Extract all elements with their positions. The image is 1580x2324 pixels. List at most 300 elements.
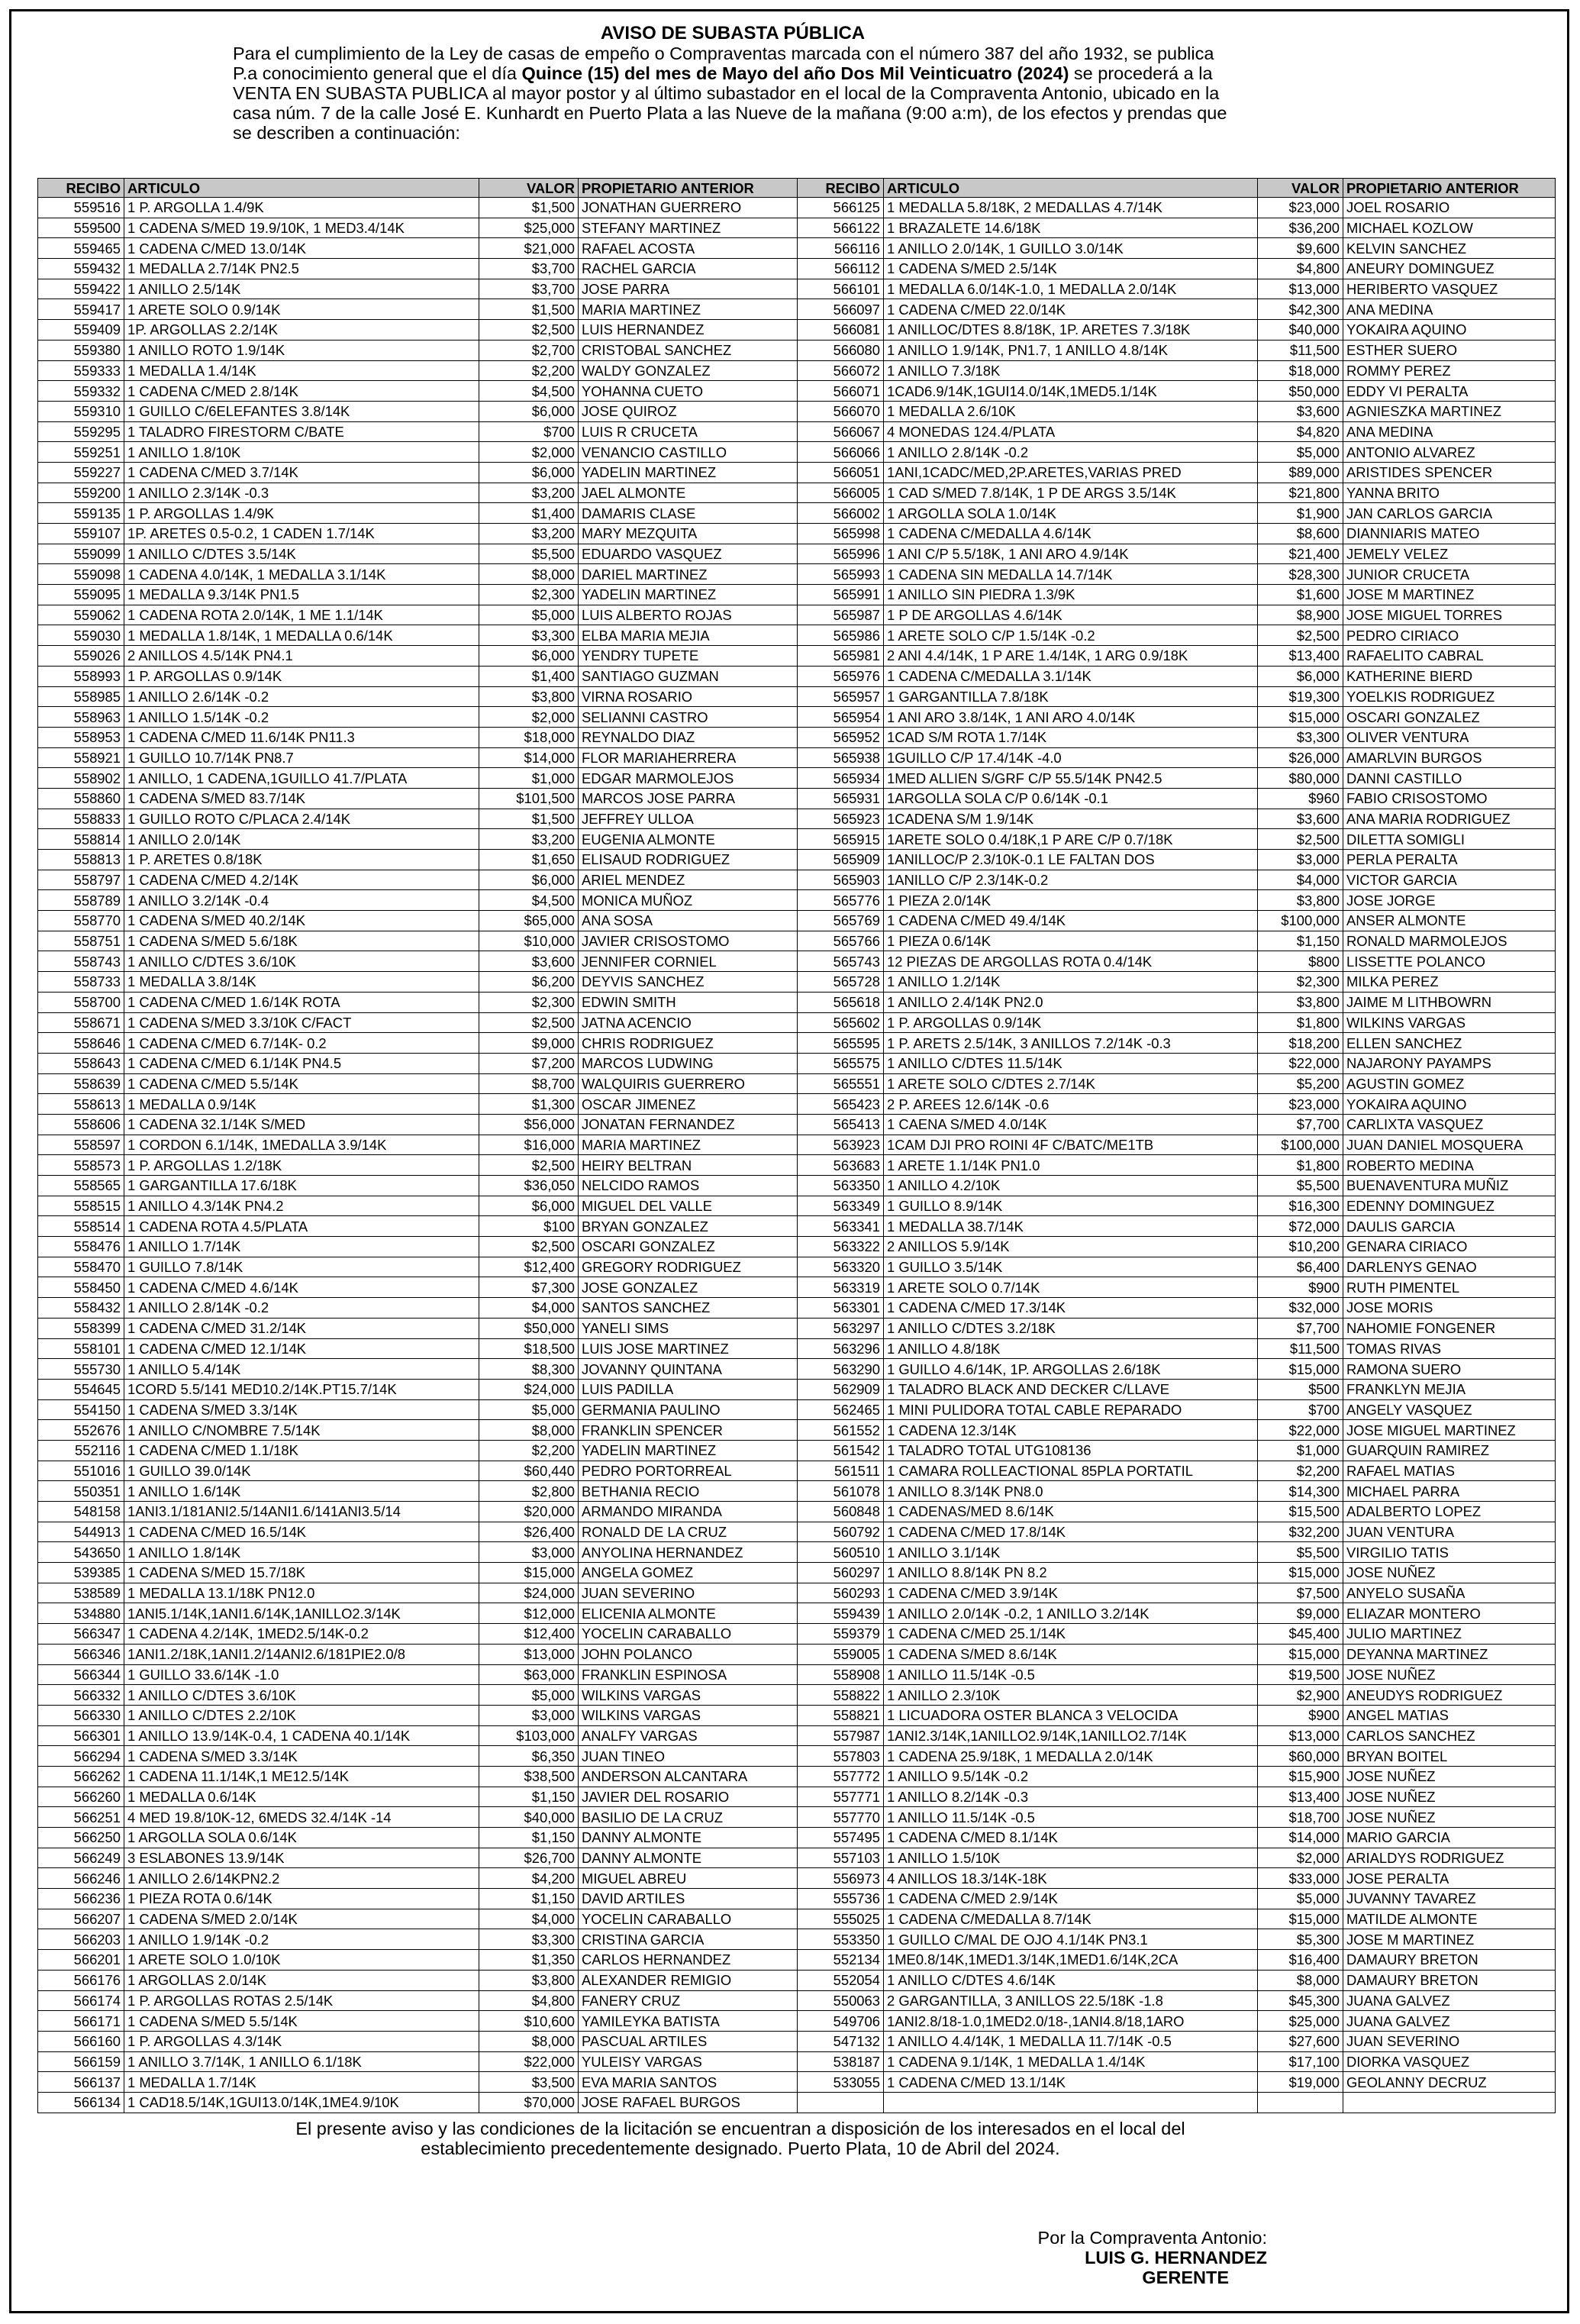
valor-cell: $1,350 [479,1950,579,1971]
recibo-cell: 559439 [798,1603,884,1624]
valor-cell: $900 [1258,1277,1343,1298]
recibo-cell: 559379 [798,1624,884,1645]
articulo-cell: 1 MEDALLA 6.0/14K-1.0, 1 MEDALLA 2.0/14K [884,279,1258,299]
propietario-cell: ANGELA GOMEZ [579,1563,798,1583]
articulo-cell: 1 CADENA C/MED 13.1/14K [884,2072,1258,2093]
recibo-cell: 559095 [38,585,124,605]
recibo-cell: 563301 [798,1298,884,1319]
recibo-cell: 558470 [38,1257,124,1277]
articulo-cell: 1 CADENA 12.3/14K [884,1420,1258,1441]
articulo-cell: 1 MEDALLA 1.7/14K [124,2072,479,2093]
articulo-cell: 1 GUILLO 33.6/14K -1.0 [124,1664,479,1685]
propietario-cell: ANA SOSA [579,911,798,931]
propietario-cell: BASILIO DE LA CRUZ [579,1807,798,1828]
table-row [798,1073,1556,1094]
propietario-cell: ELISAUD RODRIGUEZ [579,850,798,870]
signature-name: LUIS G. HERNANDEZ [1085,2248,1267,2268]
propietario-cell: YOKAIRA AQUINO [1343,320,1556,341]
table-row [798,1624,1556,1645]
propietario-cell: ANYELO SUSAÑA [1343,1583,1556,1603]
recibo-cell: 558639 [38,1073,124,1094]
table-row [798,1298,1556,1319]
recibo-cell: 565423 [798,1094,884,1115]
propietario-cell: JAIME M LITHBOWRN [1343,992,1556,1012]
recibo-cell: 561078 [798,1481,884,1502]
table-row [798,421,1556,442]
articulo-cell: 1 CADENA C/MED 17.3/14K [884,1298,1258,1319]
table-row [798,1461,1556,1481]
notice-page [9,9,1569,2313]
propietario-cell: ELLEN SANCHEZ [1343,1033,1556,1054]
table-row [38,1868,798,1889]
propietario-cell: DARIEL MARTINEZ [579,564,798,585]
valor-cell: $9,600 [1258,238,1343,259]
propietario-cell [1343,2092,1556,2113]
recibo-cell: 557771 [798,1787,884,1807]
propietario-cell: MICHAEL KOZLOW [1343,218,1556,238]
table-row [38,401,798,421]
articulo-cell: 1 ANILLO 9.5/14K -0.2 [884,1766,1258,1787]
valor-cell: $500 [1258,1379,1343,1399]
table-row [798,646,1556,667]
articulo-cell: 1 CADENA C/MED 2.8/14K [124,381,479,402]
propietario-cell: JOSE NUÑEZ [1343,1664,1556,1685]
recibo-cell: 559026 [38,646,124,667]
articulo-cell: 1ANI,1CADC/MED,2P.ARETES,VARIAS PRED [884,462,1258,483]
table-row [798,1176,1556,1196]
articulo-cell: 1 CADENA C/MED 1.6/14K ROTA [124,992,479,1012]
table-row [38,1135,798,1155]
table-row [38,1012,798,1033]
table-row [38,1318,798,1338]
valor-cell: $6,000 [479,1196,579,1216]
propietario-cell: JUAN TINEO [579,1746,798,1767]
propietario-cell: LUIS HERNANDEZ [579,320,798,341]
articulo-cell: 1 ANILLO 11.5/14K -0.5 [884,1664,1258,1685]
valor-cell: $2,300 [479,585,579,605]
propietario-cell: MATILDE ALMONTE [1343,1909,1556,1929]
valor-cell: $2,300 [1258,972,1343,993]
articulo-cell: 1 CADENA C/MED 4.6/14K [124,1277,479,1298]
propietario-cell: ELBA MARIA MEJIA [579,625,798,646]
table-row [798,666,1556,686]
articulo-cell: 1 ANILLO 8.2/14K -0.3 [884,1787,1258,1807]
valor-cell: $2,700 [479,340,579,360]
recibo-cell: 559227 [38,462,124,483]
recibo-cell: 539385 [38,1563,124,1583]
table-row [38,238,798,259]
table-row [798,1481,1556,1502]
table-row [38,483,798,503]
recibo-cell [798,2092,884,2113]
valor-cell: $15,000 [479,1563,579,1583]
articulo-cell: 1 GUILLO 10.7/14K PN8.7 [124,747,479,768]
articulo-cell: 1 ANILLO 1.2/14K [884,972,1258,993]
articulo-cell: 1 ANILLO C/DTES 3.5/14K [124,544,479,564]
recibo-cell: 549706 [798,2011,884,2032]
articulo-cell: 1 MEDALLA 3.8/14K [124,972,479,993]
valor-cell: $13,400 [1258,646,1343,667]
table-row [798,1420,1556,1441]
table-row [38,727,798,747]
propietario-cell: LUIS R CRUCETA [579,421,798,442]
valor-cell: $8,000 [479,564,579,585]
valor-cell: $9,000 [1258,1603,1343,1624]
table-row [798,1399,1556,1420]
valor-cell: $7,300 [479,1277,579,1298]
propietario-cell: JATNA ACENCIO [579,1012,798,1033]
articulo-cell: 2 ANILLOS 4.5/14K PN4.1 [124,646,479,667]
valor-cell: $16,400 [1258,1950,1343,1971]
recibo-cell: 561542 [798,1440,884,1461]
recibo-cell: 565602 [798,1012,884,1033]
valor-cell: $8,600 [1258,524,1343,544]
valor-cell: $3,600 [479,951,579,972]
recibo-cell: 565923 [798,809,884,829]
articulo-cell: 1 CADENA C/MED 3.7/14K [124,462,479,483]
propietario-cell: JONATAN FERNANDEZ [579,1114,798,1135]
articulo-cell: 1 CADENA C/MED 1.1/18K [124,1440,479,1461]
valor-cell: $15,500 [1258,1502,1343,1522]
valor-cell: $5,500 [1258,1176,1343,1196]
valor-cell: $9,000 [479,1033,579,1054]
table-row [38,320,798,341]
recibo-cell: 559107 [38,524,124,544]
valor-cell: $5,000 [1258,442,1343,463]
recibo-cell: 559417 [38,299,124,320]
table-row [798,1828,1556,1848]
articulo-cell: 1 ANILLO 11.5/14K -0.5 [884,1807,1258,1828]
table-row [798,1094,1556,1115]
valor-cell: $6,000 [479,401,579,421]
propietario-cell: WILKINS VARGAS [579,1685,798,1706]
table-row [798,1114,1556,1135]
valor-cell: $700 [479,421,579,442]
table-row [798,992,1556,1012]
articulo-cell: 1 P. ARETES 0.8/18K [124,850,479,870]
articulo-cell: 1 CADENA C/MED 11.6/14K PN11.3 [124,727,479,747]
recibo-cell: 558963 [38,707,124,728]
valor-cell: $3,200 [479,524,579,544]
recibo-cell: 566160 [38,2031,124,2051]
propietario-cell: CARLOS SANCHEZ [1343,1725,1556,1746]
valor-cell: $15,000 [1258,1644,1343,1664]
valor-cell: $3,000 [479,1705,579,1725]
recibo-cell: 558643 [38,1053,124,1073]
recibo-cell: 566347 [38,1624,124,1645]
valor-cell: $26,700 [479,1848,579,1868]
articulo-cell: 1 ANILLO C/DTES 4.6/14K [884,1970,1258,1990]
propietario-cell: JOSE MIGUEL MARTINEZ [1343,1420,1556,1441]
table-row [798,1012,1556,1033]
propietario-cell: PERLA PERALTA [1343,850,1556,870]
valor-cell: $11,500 [1258,1338,1343,1359]
propietario-cell: DANNY ALMONTE [579,1828,798,1848]
recibo-cell: 554150 [38,1399,124,1420]
table-row [798,2031,1556,2051]
articulo-cell: 1 ANILLO 5.4/14K [124,1359,479,1380]
table-row [798,1950,1556,1971]
recibo-cell: 566246 [38,1868,124,1889]
valor-cell: $4,000 [479,1909,579,1929]
recibo-cell: 559409 [38,320,124,341]
articulo-cell: 1 MEDALLA 13.1/18K PN12.0 [124,1583,479,1603]
articulo-cell: 1 CADENA C/MED 13.0/14K [124,238,479,259]
valor-cell: $3,800 [479,686,579,707]
recibo-cell: 565976 [798,666,884,686]
recibo-cell: 558432 [38,1298,124,1319]
valor-cell: $4,820 [1258,421,1343,442]
recibo-cell: 563350 [798,1176,884,1196]
recibo-cell: 558833 [38,809,124,829]
valor-cell: $36,050 [479,1176,579,1196]
articulo-cell: 1 CADENA S/MED 3.3/14K [124,1746,479,1767]
table-row [798,890,1556,911]
table-row [798,218,1556,238]
valor-cell: $15,000 [1258,1359,1343,1380]
recibo-cell: 559516 [38,198,124,218]
table-row [38,259,798,279]
table-row [798,1990,1556,2011]
recibo-cell: 566159 [38,2051,124,2072]
recibo-cell: 558770 [38,911,124,931]
table-row [38,544,798,564]
articulo-cell: 1GUILLO C/P 17.4/14K -4.0 [884,747,1258,768]
table-row [798,238,1556,259]
articulo-cell: 1 ARGOLLA SOLA 0.6/14K [124,1828,479,1848]
propietario-cell: EDUARDO VASQUEZ [579,544,798,564]
recibo-cell: 566137 [38,2072,124,2093]
propietario-cell: JOSE QUIROZ [579,401,798,421]
table-row [38,666,798,686]
propietario-cell: GENARA CIRIACO [1343,1237,1556,1257]
valor-cell: $25,000 [479,218,579,238]
table-row [798,1522,1556,1542]
recibo-cell: 566002 [798,503,884,524]
table-row [798,1318,1556,1338]
recibo-cell: 550063 [798,1990,884,2011]
valor-cell: $6,000 [1258,666,1343,686]
recibo-cell: 566346 [38,1644,124,1664]
table-row [38,931,798,951]
table-row [38,829,798,850]
table-row [38,1766,798,1787]
articulo-cell: 1 CADENA C/MEDALLA 4.6/14K [884,524,1258,544]
articulo-cell: 1 ANILLO 2.8/14K -0.2 [124,1298,479,1319]
valor-cell: $80,000 [1258,768,1343,789]
valor-cell: $2,500 [1258,829,1343,850]
recibo-cell: 559310 [38,401,124,421]
notice-footer: El presente aviso y las condiciones de la licitación se encuentran a disposición de los interesados en el local del establecimiento precedentemente designado. Puerto Plata, 10 de Abril del 2024. [295,2119,1185,2158]
recibo-cell: 561552 [798,1420,884,1441]
articulo-cell: 1 MEDALLA 2.6/10K [884,401,1258,421]
articulo-cell: 1 ANILLO 2.3/14K -0.3 [124,483,479,503]
articulo-cell: 1 TALADRO FIRESTORM C/BATE [124,421,479,442]
table-row [798,707,1556,728]
articulo-cell: 1 ANILLO 3.7/14K, 1 ANILLO 6.1/18K [124,2051,479,2072]
table-row [38,788,798,809]
propietario-cell: MARCOS JOSE PARRA [579,788,798,809]
table-row [798,972,1556,993]
recibo-cell: 552134 [798,1950,884,1971]
articulo-cell: 1 ANILLO 2.6/14KPN2.2 [124,1868,479,1889]
articulo-cell: 1 ANILLO 2.6/14K -0.2 [124,686,479,707]
notice-header [233,24,1233,143]
table-row [798,279,1556,299]
header-articulo: ARTICULO [884,179,1258,198]
articulo-cell: 1 GUILLO C/MAL DE OJO 4.1/14K PN3.1 [884,1929,1258,1950]
propietario-cell: MARIA MARTINEZ [579,1135,798,1155]
propietario-cell: YANELI SIMS [579,1318,798,1338]
valor-cell: $45,300 [1258,1990,1343,2011]
articulo-cell: 1ANILLO C/P 2.3/14K-0.2 [884,870,1258,890]
propietario-cell: JOHN POLANCO [579,1644,798,1664]
recibo-cell: 566251 [38,1807,124,1828]
articulo-cell: 1 CADENA C/MED 8.1/14K [884,1828,1258,1848]
propietario-cell: ADALBERTO LOPEZ [1343,1502,1556,1522]
recibo-cell: 557803 [798,1746,884,1767]
propietario-cell: PASCUAL ARTILES [579,2031,798,2051]
recibo-cell: 557770 [798,1807,884,1828]
table-row [38,870,798,890]
recibo-cell: 559332 [38,381,124,402]
valor-cell: $16,000 [479,1135,579,1155]
recibo-cell: 533055 [798,2072,884,2093]
valor-cell: $4,500 [479,381,579,402]
propietario-cell: JOSE PARRA [579,279,798,299]
articulo-cell: 1 CADENA C/MED 49.4/14K [884,911,1258,931]
propietario-cell: JOSE NUÑEZ [1343,1787,1556,1807]
recibo-cell: 558985 [38,686,124,707]
valor-cell: $3,300 [1258,727,1343,747]
valor-cell: $3,700 [479,279,579,299]
valor-cell: $23,000 [1258,1094,1343,1115]
recibo-cell: 548158 [38,1502,124,1522]
valor-cell: $5,500 [479,544,579,564]
articulo-cell: 1 ANILLO 2.5/14K [124,279,479,299]
table-row [38,768,798,789]
valor-cell: $45,400 [1258,1624,1343,1645]
articulo-cell: 1 ARETE SOLO 1.0/10K [124,1950,479,1971]
valor-cell: $72,000 [1258,1216,1343,1237]
table-row [38,1440,798,1461]
intro-date: Quince (15) del mes de Mayo del año Dos Mil Veinticuatro (2024) [521,63,1069,83]
propietario-cell: JONATHAN GUERRERO [579,198,798,218]
recibo-cell: 566071 [798,381,884,402]
propietario-cell: ELICENIA ALMONTE [579,1603,798,1624]
propietario-cell: JOSE NUÑEZ [1343,1807,1556,1828]
header-propietario: PROPIETARIO ANTERIOR [1343,179,1556,198]
valor-cell: $800 [1258,951,1343,972]
valor-cell: $4,000 [1258,870,1343,890]
table-row [798,544,1556,564]
propietario-cell: YAMILEYKA BATISTA [579,2011,798,2032]
recibo-cell: 555025 [798,1909,884,1929]
propietario-cell: JUANA GALVEZ [1343,2011,1556,2032]
table-row [38,1583,798,1603]
recibo-cell: 558902 [38,768,124,789]
valor-cell: $40,000 [479,1807,579,1828]
recibo-cell: 566072 [798,360,884,381]
articulo-cell: 1 CAMARA ROLLEACTIONAL 85PLA PORTATIL [884,1461,1258,1481]
propietario-cell: YOCELIN CARABALLO [579,1909,798,1929]
valor-cell: $2,200 [1258,1461,1343,1481]
table-row [798,1338,1556,1359]
recibo-cell: 563290 [798,1359,884,1380]
valor-cell: $2,300 [479,992,579,1012]
propietario-cell: ANSER ALMONTE [1343,911,1556,931]
articulo-cell: 1 GUILLO 4.6/14K, 1P. ARGOLLAS 2.6/18K [884,1359,1258,1380]
propietario-cell: WILKINS VARGAS [1343,1012,1556,1033]
propietario-cell: FLOR MARIAHERRERA [579,747,798,768]
recibo-cell: 558597 [38,1135,124,1155]
propietario-cell: TOMAS RIVAS [1343,1338,1556,1359]
table-row [38,1073,798,1094]
propietario-cell: ANEUDYS RODRIGUEZ [1343,1685,1556,1706]
table-row [38,1889,798,1909]
table-row [798,931,1556,951]
articulo-cell: 1 PIEZA 2.0/14K [884,890,1258,911]
articulo-cell: 1 ANILLO 1.5/14K -0.2 [124,707,479,728]
articulo-cell: 4 ANILLOS 18.3/14K-18K [884,1868,1258,1889]
table-row [38,1481,798,1502]
articulo-cell: 1 CADENA C/MED 16.5/14K [124,1522,479,1542]
valor-cell: $2,200 [479,1440,579,1461]
propietario-cell: MARY MEZQUITA [579,524,798,544]
articulo-cell: 1 BRAZALETE 14.6/18K [884,218,1258,238]
articulo-cell: 1ANI3.1/181ANI2.5/14ANI1.6/141ANI3.5/14 [124,1502,479,1522]
valor-cell: $3,800 [479,1970,579,1990]
recibo-cell: 552116 [38,1440,124,1461]
valor-cell: $2,800 [479,1481,579,1502]
propietario-cell: JOEL ROSARIO [1343,198,1556,218]
table-row [38,1257,798,1277]
valor-cell: $5,000 [1258,1889,1343,1909]
propietario-cell: ARIEL MENDEZ [579,870,798,890]
table-row [38,1664,798,1685]
recibo-cell: 566067 [798,421,884,442]
recibo-cell: 565938 [798,747,884,768]
table-row [38,1563,798,1583]
recibo-cell: 558399 [38,1318,124,1338]
recibo-cell: 565909 [798,850,884,870]
valor-cell: $15,000 [1258,707,1343,728]
propietario-cell: NELCIDO RAMOS [579,1176,798,1196]
recibo-cell: 566332 [38,1685,124,1706]
articulo-cell: 1 MEDALLA 0.9/14K [124,1094,479,1115]
table-row [798,360,1556,381]
recibo-cell: 559030 [38,625,124,646]
valor-cell: $6,000 [479,870,579,890]
recibo-cell: 565776 [798,890,884,911]
table-row [798,1359,1556,1380]
recibo-cell: 566201 [38,1950,124,1971]
valor-cell: $103,000 [479,1725,579,1746]
table-row [798,1644,1556,1664]
table-row [798,911,1556,931]
propietario-cell: DAULIS GARCIA [1343,1216,1556,1237]
table-row [38,1196,798,1216]
articulo-cell: 1 ARGOLLAS 2.0/14K [124,1970,479,1990]
valor-cell: $100 [479,1216,579,1237]
propietario-cell: JAEL ALMONTE [579,483,798,503]
recibo-cell: 559422 [38,279,124,299]
valor-cell: $2,000 [1258,1848,1343,1868]
valor-cell: $23,000 [1258,198,1343,218]
recibo-cell: 550351 [38,1481,124,1502]
propietario-cell: FABIO CRISOSTOMO [1343,788,1556,809]
recibo-cell: 565981 [798,646,884,667]
